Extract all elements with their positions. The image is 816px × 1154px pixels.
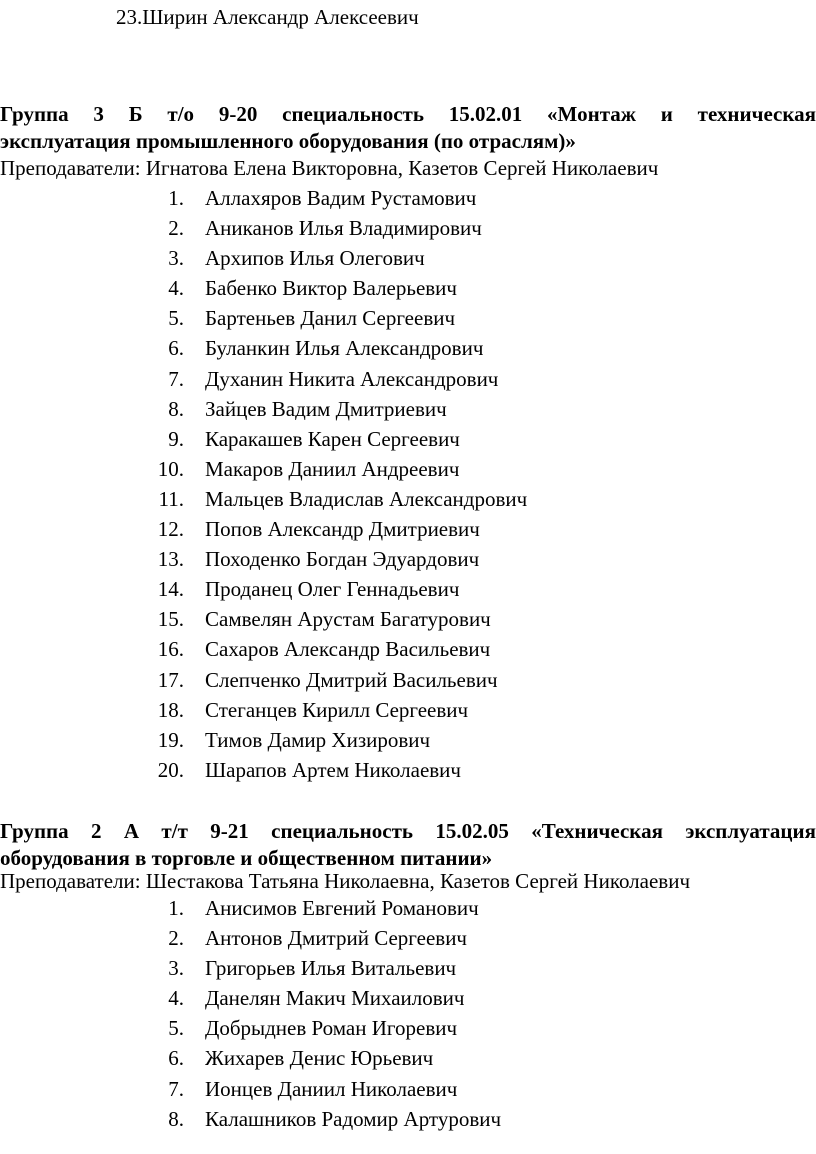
list-item-number: 19. [157,727,184,752]
list-item-number: 4. [168,986,184,1011]
list-item [150,424,460,454]
student-name: Антонов Дмитрий Сергеевич [205,926,467,951]
student-name: Аллахяров Вадим Рустамович [205,186,477,210]
student-name: Данелян Макич Михаилович [205,986,465,1011]
list-item [150,665,498,695]
student-name: Жихарев Денис Юрьевич [205,1046,434,1071]
list-item [150,333,484,363]
student-name: Попов Александр Дмитриевич [205,517,480,542]
student-name: Добрыднев Роман Игоревич [205,1016,458,1041]
list-item-number: 1. [168,186,184,210]
list-item [150,953,457,983]
list-item [150,484,528,514]
list-item-number: 3. [168,246,184,271]
list-item [150,755,461,785]
list-item [150,574,460,604]
student-name: Бартеньев Данил Сергеевич [205,306,456,331]
student-name: Аниканов Илья Владимирович [205,216,482,241]
list-item [150,364,499,394]
list-item-number: 6. [168,336,184,361]
student-list [150,893,502,1134]
student-name: Мальцев Владислав Александрович [205,486,528,511]
list-item-number: 12. [157,517,184,542]
list-item-number: 2. [168,216,184,241]
list-item-number: 13. [157,547,184,572]
student-name: Буланкин Илья Александрович [205,336,484,361]
student-name: Григорьев Илья Витальевич [205,956,457,981]
student-name: Бабенко Виктор Валерьевич [205,276,457,301]
list-item [150,303,456,333]
student-name: Шарапов Артем Николаевич [205,757,461,782]
student-name: Архипов Илья Олегович [205,246,425,271]
list-item [150,454,460,484]
group-heading-line2: эксплуатация промышленного оборудования (по отраслям)» [0,129,576,153]
list-item-number: 17. [157,667,184,692]
student-name: Духанин Никита Александрович [205,366,499,391]
list-item-number: 6. [168,1046,184,1071]
list-item [150,695,469,725]
list-item [150,183,477,213]
list-item [150,243,425,273]
group-heading [0,818,816,872]
list-item [150,604,491,634]
list-item-number: 18. [157,697,184,722]
student-name: Проданец Олег Геннадьевич [205,577,460,602]
list-item [150,983,465,1013]
list-item-number: 7. [168,366,184,391]
student-name: Тимов Дамир Хизирович [205,727,431,752]
student-name: Сахаров Александр Васильевич [205,637,491,662]
student-list [150,183,528,785]
list-item-number: 5. [168,1016,184,1041]
student-name: Калашников Радомир Артурович [205,1106,502,1131]
group-heading-line2: оборудования в торговле и общественном питании» [0,846,493,870]
student-name: Каракашев Карен Сергеевич [205,426,460,451]
list-item [150,1104,502,1134]
list-item-number: 4. [168,276,184,301]
list-item [150,634,491,664]
list-item [150,544,480,574]
top-list-entry: 23.Ширин Александр Алексеевич [116,5,419,29]
student-name: Ионцев Даниил Николаевич [205,1076,458,1101]
group-heading-line1: Группа 2 А т/т 9-21 специальность 15.02.05 «Техническая эксплуатация [0,819,816,843]
list-item-number: 5. [168,306,184,331]
list-item-number: 9. [168,426,184,451]
group-heading [0,101,816,155]
list-item-number: 3. [168,956,184,981]
list-item-number: 2. [168,926,184,951]
list-item-number: 20. [157,757,184,782]
list-item [150,213,482,243]
list-item [150,893,479,923]
student-name: Походенко Богдан Эдуардович [205,547,480,572]
list-item-number: 10. [157,456,184,481]
student-name: Макаров Даниил Андреевич [205,456,460,481]
list-item [150,394,447,424]
student-name: Анисимов Евгений Романович [205,896,479,920]
list-item-number: 15. [157,607,184,632]
list-item-number: 8. [168,396,184,421]
list-item [150,273,457,303]
teachers-line: Преподаватели: Шестакова Татьяна Николаевна, Казетов Сергей Николаевич [0,869,691,893]
list-item [150,1074,458,1104]
list-item-number: 1. [168,896,184,920]
list-item-number: 16. [157,637,184,662]
group-heading-line1: Группа 3 Б т/о 9-20 специальность 15.02.01 «Монтаж и техническая [0,102,816,126]
list-item [150,725,431,755]
student-name: Самвелян Арустам Багатурович [205,607,491,632]
student-name: Стеганцев Кирилл Сергеевич [205,697,469,722]
list-item-number: 11. [158,486,184,511]
list-item-number: 14. [157,577,184,602]
teachers-line: Преподаватели: Игнатова Елена Викторовна, Казетов Сергей Николаевич [0,156,659,180]
student-name: Слепченко Дмитрий Васильевич [205,667,498,692]
list-item [150,514,480,544]
list-item [150,923,467,953]
student-name: Зайцев Вадим Дмитриевич [205,396,447,421]
list-item [150,1013,458,1043]
list-item-number: 7. [168,1076,184,1101]
list-item [150,1043,434,1073]
list-item-number: 8. [168,1106,184,1131]
